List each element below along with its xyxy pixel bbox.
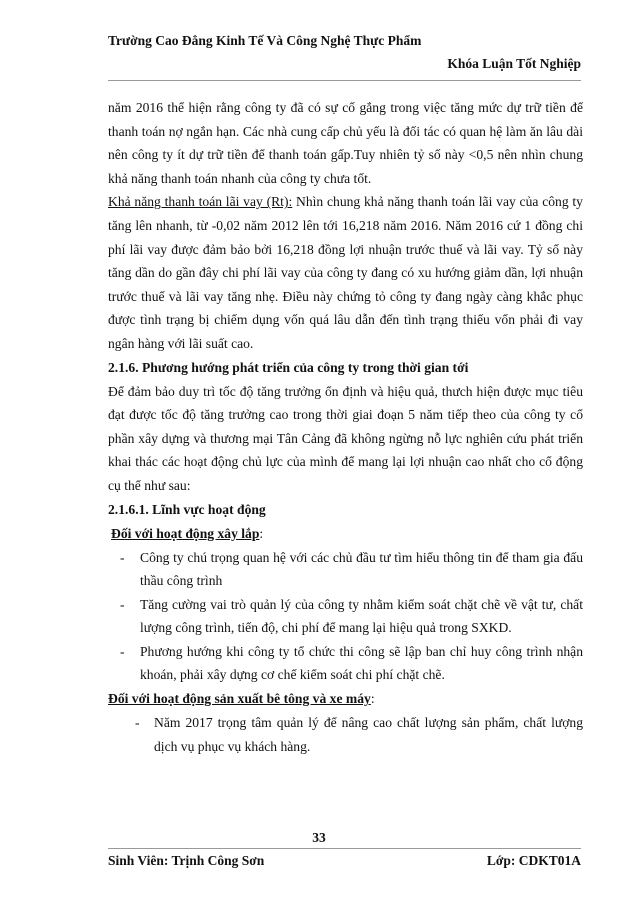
list-item-text: Tăng cường vai trò quản lý của công ty nhằm kiểm soát chặt chẽ về vật tư, chất lượng công trình, tiến độ, chi phí để mang lại hiệu quả trong SXKD. — [140, 596, 583, 636]
section-heading-2-1-6: 2.1.6. Phương hướng phát triển của công ty trong thời gian tới — [108, 359, 469, 375]
list-item — [108, 640, 583, 687]
bullet-dash: - — [135, 715, 140, 731]
concrete-bullet-list — [108, 711, 583, 758]
header-divider — [108, 80, 581, 81]
bullet-dash: - — [120, 549, 125, 565]
subheading-concrete-motorbike — [108, 687, 583, 711]
subheading-concrete-colon: : — [370, 691, 375, 707]
paragraph-interest-coverage — [108, 190, 583, 355]
interest-coverage-label: Khả năng thanh toán lãi vay (Rt): — [108, 194, 293, 210]
section-heading-2-1-6-1: 2.1.6.1. Lĩnh vực hoạt động — [108, 501, 266, 517]
list-item-text: Năm 2017 trọng tâm quản lý để nâng cao chất lượng sản phẩm, chất lượng dịch vụ phục vụ khách hàng. — [154, 715, 583, 754]
construction-bullet-list — [108, 546, 583, 688]
document-body — [108, 96, 583, 758]
subheading-construction-colon: : — [259, 525, 264, 541]
paragraph-development-direction: Để đảm bảo duy trì tốc độ tăng trưởng ổn định và hiệu quả, thưch hiện được mục tiêu đạt được tốc độ tăng trưởng cao trong thời giai đoạn 5 năm tiếp theo của công ty cổ phần xây dựng và thương mại Tân Cảng đã không ngừng nỗ lực nghiên cứu phát triển khai thác các hoạt động chủ lực của mình để mang lại lợi nhuận cao nhất cho cổ động cụ thể như sau: — [108, 383, 583, 493]
page-number: 33 — [312, 830, 326, 845]
subheading-construction-label: Đối với hoạt động xây lắp — [111, 525, 260, 541]
subheading-concrete-label: Đối với hoạt động sản xuất bê tông và xe máy — [108, 691, 371, 707]
footer-divider — [108, 848, 581, 849]
list-item — [108, 593, 583, 640]
list-item-text: Công ty chú trọng quan hệ với các chủ đầu tư tìm hiểu thông tin để tham gia đấu thầu công trình — [140, 549, 583, 589]
list-item — [108, 546, 583, 593]
header-school-name: Trường Cao Đẳng Kinh Tế Và Công Nghệ Thực Phẩm — [108, 33, 422, 48]
bullet-dash: - — [120, 596, 125, 612]
bullet-dash: - — [120, 643, 125, 659]
paragraph-quick-ratio: năm 2016 thể hiện rằng công ty đã có sự cố gắng trong việc tăng mức dự trữ tiền để thanh toán nợ ngắn hạn. Các nhà cung cấp chủ yếu là đối tác có quan hệ làm ăn lâu dài nên công ty ít dự trữ tiền để thanh toán gấp.Tuy nhiên tỷ số này <0,5 nên nhìn chung khả năng thanh toán nhanh của công ty chưa tốt. — [108, 100, 583, 186]
footer-class-code: Lớp: CDKT01A — [486, 853, 581, 868]
footer-student-name: Sinh Viên: Trịnh Công Sơn — [108, 853, 265, 868]
header-thesis-title: Khóa Luận Tốt Nghiệp — [447, 56, 581, 71]
subheading-construction — [108, 522, 583, 546]
list-item-text: Phương hướng khi công ty tổ chức thi công sẽ lập ban chỉ huy công trình nhận khoán, phải xây dựng cơ chế kiểm soát chi phí chặt chẽ. — [140, 643, 583, 683]
list-item — [108, 711, 583, 758]
interest-coverage-text: Nhìn chung khả năng thanh toán lãi vay của công ty tăng lên nhanh, từ -0,02 năm 2012 lên tới 16,218 năm 2016. Năm 2016 cứ 1 đồng chi phí lãi vay được đảm bảo bởi 16,218 đồng lợi nhuận trước thuế và lãi vay. Tỷ số này tăng dần do gần đây chi phí lãi vay của công ty đang có xu hướng giảm dần, lợi nhuận trước thuế và lãi vay tăng nhẹ. Điều này chứng tỏ công ty đang ngày càng khắc phục được tình trạng bị chiếm dụng vốn quá lâu dẫn đến tình trạng thiếu vốn phải đi vay ngân hàng với lãi suất cao. — [108, 194, 583, 351]
